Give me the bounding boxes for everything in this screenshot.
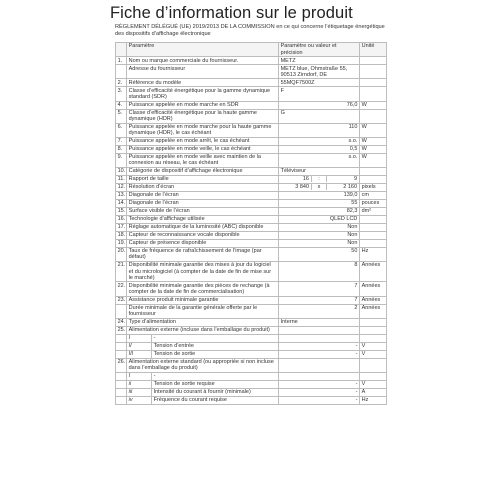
table-row xyxy=(116,262,387,282)
row-parameter: Technologie d’affichage utilisée xyxy=(127,215,279,223)
row-number xyxy=(116,372,127,380)
row-parameter: Catégorie de dispositif d’affichage électronique xyxy=(127,168,279,176)
row-number: 23. xyxy=(116,296,127,304)
table-body xyxy=(116,57,387,405)
row-number: 17. xyxy=(116,223,127,231)
row-number xyxy=(116,304,127,318)
row-value: 0,5 xyxy=(279,145,360,153)
row-number: 19. xyxy=(116,239,127,247)
row-parameter: Puissance appelée en mode veille avec maintien de la connexion au réseau, le cas échéant xyxy=(127,153,279,167)
row-number xyxy=(116,334,127,342)
row-unit: Années xyxy=(360,282,387,296)
table-row xyxy=(116,199,387,207)
row-number xyxy=(116,342,127,350)
value-separator: : xyxy=(311,176,327,182)
row-number: 11. xyxy=(116,176,127,184)
row-number: 4. xyxy=(116,101,127,109)
value-part-a: 16 xyxy=(302,176,309,183)
row-value: 7 xyxy=(279,282,360,296)
row-parameter: Surface visible de l’écran xyxy=(127,207,279,215)
row-value xyxy=(279,326,360,334)
row-unit xyxy=(360,372,387,380)
table-row xyxy=(116,109,387,123)
row-parameter: Alimentation externe (incluse dans l’emballage du produit) xyxy=(127,326,279,334)
row-unit xyxy=(360,326,387,334)
row-unit xyxy=(360,79,387,87)
row-parameter: Puissance appelée en mode marche pour la haute gamme dynamique (HDR), le cas échéant xyxy=(127,123,279,137)
row-unit: V xyxy=(360,342,387,350)
table-row xyxy=(116,304,387,318)
row-parameter: Puissance appelée en mode arrêt, le cas échéant xyxy=(127,137,279,145)
row-parameter xyxy=(127,334,279,342)
row-unit xyxy=(360,239,387,247)
row-number: 14. xyxy=(116,199,127,207)
table-row xyxy=(116,137,387,145)
row-value: 55MQF7500Z xyxy=(279,79,360,87)
row-number: 3. xyxy=(116,87,127,101)
sub-item-index: iv xyxy=(127,397,152,404)
row-value: - xyxy=(279,350,360,358)
row-parameter: Nom ou marque commerciale du fournisseur. xyxy=(127,57,279,65)
page-title: Fiche d’information sur le produit xyxy=(110,4,353,22)
row-unit: W xyxy=(360,123,387,137)
row-value xyxy=(279,358,360,372)
table-row xyxy=(116,215,387,223)
row-unit: W xyxy=(360,101,387,109)
header-number xyxy=(116,43,127,57)
row-value: METZ blue, Ohmstraße 55, 90513 Zirndorf, DE xyxy=(279,65,360,79)
row-parameter: Disponibilité minimale garantie des mises à jour du logiciel et du micrologiciel (à compter de la date de fin de mise sur le marché) xyxy=(127,262,279,282)
row-value: 110 xyxy=(279,123,360,137)
row-number xyxy=(116,65,127,79)
row-unit xyxy=(360,318,387,326)
table-row xyxy=(116,388,387,396)
row-parameter: Capteur de reconnaissance vocale disponible xyxy=(127,231,279,239)
sub-item-label: - xyxy=(153,373,156,380)
row-value: 2 xyxy=(279,304,360,318)
table-row xyxy=(116,57,387,65)
row-parameter: Réglage automatique de la luminosité (ABC) disponible xyxy=(127,223,279,231)
row-parameter: Capteur de présence disponible xyxy=(127,239,279,247)
table-row xyxy=(116,326,387,334)
row-value: s.o. xyxy=(279,137,360,145)
row-number: 1. xyxy=(116,57,127,65)
table-row xyxy=(116,101,387,109)
row-number: 22. xyxy=(116,282,127,296)
row-parameter: Taux de fréquence de rafraîchissement de l’image (par défaut) xyxy=(127,247,279,261)
table-row xyxy=(116,318,387,326)
sub-item-label: Tension d’entrée xyxy=(153,343,194,350)
row-unit: A xyxy=(360,388,387,396)
product-data-table xyxy=(115,42,387,405)
row-value: 55 xyxy=(279,199,360,207)
row-number xyxy=(116,350,127,358)
sub-item-label: Tension de sortie requise xyxy=(153,381,215,388)
row-parameter xyxy=(127,372,279,380)
row-value: 7 xyxy=(279,296,360,304)
table-row xyxy=(116,145,387,153)
row-value: 76,0 xyxy=(279,101,360,109)
row-unit: pixels xyxy=(360,184,387,192)
row-number: 7. xyxy=(116,137,127,145)
row-parameter: Adresse du fournisseur xyxy=(127,65,279,79)
row-unit xyxy=(360,215,387,223)
row-number: 2. xyxy=(116,79,127,87)
row-value: - xyxy=(279,342,360,350)
row-parameter: Alimentation externe standard (ou appropriée si non incluse dans l’emballage du produit) xyxy=(127,358,279,372)
row-unit xyxy=(360,57,387,65)
row-value: 82,3 xyxy=(279,207,360,215)
row-unit: pouces xyxy=(360,199,387,207)
row-value: s.o. xyxy=(279,153,360,167)
row-number: 20. xyxy=(116,247,127,261)
value-part-b: 9 xyxy=(353,176,357,183)
row-unit: Années xyxy=(360,296,387,304)
row-number: 8. xyxy=(116,145,127,153)
header-unit: Unité xyxy=(360,43,387,57)
table-row xyxy=(116,153,387,167)
row-value xyxy=(279,372,360,380)
row-parameter: Disponibilité minimale garantie des pièces de rechange (à compter de la date de fin de commercialisation) xyxy=(127,282,279,296)
table-row xyxy=(116,342,387,350)
row-unit xyxy=(360,358,387,372)
row-value: 139,0 xyxy=(279,192,360,200)
row-unit: W xyxy=(360,145,387,153)
row-number: 21. xyxy=(116,262,127,282)
row-unit: W xyxy=(360,137,387,145)
row-unit xyxy=(360,231,387,239)
table-row xyxy=(116,184,387,192)
row-parameter: Classe d’efficacité énergétique pour la gamme dynamique standard (SDR) xyxy=(127,87,279,101)
row-unit: Hz xyxy=(360,396,387,404)
row-number xyxy=(116,396,127,404)
row-unit xyxy=(360,223,387,231)
row-number: 26. xyxy=(116,358,127,372)
row-value: 50 xyxy=(279,247,360,261)
row-value: Non xyxy=(279,231,360,239)
header-parameter: Paramètre xyxy=(127,43,279,57)
table-row xyxy=(116,380,387,388)
row-number: 18. xyxy=(116,231,127,239)
row-number: 10. xyxy=(116,168,127,176)
row-parameter: Rapport de taille xyxy=(127,176,279,184)
table-row xyxy=(116,207,387,215)
table-row xyxy=(116,231,387,239)
value-separator: x xyxy=(311,184,327,190)
row-parameter xyxy=(127,396,279,404)
row-parameter: Résolution d’écran xyxy=(127,184,279,192)
row-value: QLED LCD xyxy=(279,215,360,223)
row-parameter: Diagonale de l’écran xyxy=(127,192,279,200)
row-value: 8 xyxy=(279,262,360,282)
row-unit: V xyxy=(360,380,387,388)
sub-item-label: Intensité du courant à fournir (minimale) xyxy=(153,389,251,396)
row-parameter: Assistance produit minimale garantie xyxy=(127,296,279,304)
sub-item-index: II xyxy=(127,343,152,350)
row-number: 6. xyxy=(116,123,127,137)
sub-item-index: III xyxy=(127,351,152,358)
row-parameter xyxy=(127,350,279,358)
table-row xyxy=(116,358,387,372)
table-row xyxy=(116,65,387,79)
row-value: - xyxy=(279,380,360,388)
row-value: - xyxy=(279,388,360,396)
row-value: F xyxy=(279,87,360,101)
table-row xyxy=(116,239,387,247)
row-number: 5. xyxy=(116,109,127,123)
row-parameter: Type d’alimentation xyxy=(127,318,279,326)
row-parameter: Durée minimale de la garantie générale offerte par le fournisseur xyxy=(127,304,279,318)
sub-item-index: I xyxy=(127,335,152,342)
row-unit xyxy=(360,65,387,79)
row-number xyxy=(116,380,127,388)
row-number: 13. xyxy=(116,192,127,200)
table-row xyxy=(116,123,387,137)
row-number: 9. xyxy=(116,153,127,167)
row-unit: V xyxy=(360,350,387,358)
row-parameter xyxy=(127,380,279,388)
sub-item-label: Fréquence du courant requise xyxy=(153,397,227,404)
row-value: Non xyxy=(279,239,360,247)
row-unit xyxy=(360,109,387,123)
table-row xyxy=(116,168,387,176)
table-row xyxy=(116,192,387,200)
row-number: 12. xyxy=(116,184,127,192)
value-part-a: 3 840 xyxy=(295,184,309,191)
row-number: 15. xyxy=(116,207,127,215)
row-value: Interne xyxy=(279,318,360,326)
value-part-b: 2 160 xyxy=(343,184,357,191)
header-value: Paramètre ou valeur et précision xyxy=(279,43,360,57)
table-row xyxy=(116,350,387,358)
row-parameter: Classe d’efficacité énergétique pour la haute gamme dynamique (HDR) xyxy=(127,109,279,123)
table-header-row xyxy=(116,43,387,57)
row-number: 24. xyxy=(116,318,127,326)
table-row xyxy=(116,372,387,380)
table-row xyxy=(116,79,387,87)
row-value: G xyxy=(279,109,360,123)
row-unit: Hz xyxy=(360,247,387,261)
regulation-subtitle: RÈGLEMENT DÉLÉGUÉ (UE) 2019/2013 DE LA COMMISSION en ce qui concerne l’étiquetage énergétique des dispositifs d’affichage électronique xyxy=(115,24,385,38)
table-row xyxy=(116,247,387,261)
row-unit xyxy=(360,168,387,176)
row-parameter xyxy=(127,342,279,350)
sub-item-index: iii xyxy=(127,389,152,396)
sub-item-label: Tension de sortie xyxy=(153,351,196,358)
row-parameter: Puissance appelée en mode marche en SDR xyxy=(127,101,279,109)
row-unit: Années xyxy=(360,262,387,282)
row-value-split xyxy=(279,184,360,192)
row-value: METZ xyxy=(279,57,360,65)
table-row xyxy=(116,282,387,296)
row-value: - xyxy=(279,396,360,404)
row-unit xyxy=(360,176,387,184)
sub-item-label: - xyxy=(153,335,156,342)
row-unit: dm² xyxy=(360,207,387,215)
row-value: Non xyxy=(279,223,360,231)
row-unit: W xyxy=(360,153,387,167)
table-row xyxy=(116,87,387,101)
row-parameter xyxy=(127,388,279,396)
row-parameter: Référence du modèle xyxy=(127,79,279,87)
row-parameter: Puissance appelée en mode veille, le cas échéant xyxy=(127,145,279,153)
row-unit: Années xyxy=(360,304,387,318)
table-row xyxy=(116,334,387,342)
sub-item-index: I xyxy=(127,373,152,380)
row-number xyxy=(116,388,127,396)
row-unit xyxy=(360,334,387,342)
row-parameter: Diagonale de l’écran xyxy=(127,199,279,207)
row-number: 16. xyxy=(116,215,127,223)
row-value xyxy=(279,334,360,342)
table-row xyxy=(116,396,387,404)
sub-item-index: ii xyxy=(127,381,152,388)
row-number: 25. xyxy=(116,326,127,334)
row-value-split xyxy=(279,176,360,184)
table-row xyxy=(116,176,387,184)
row-unit xyxy=(360,87,387,101)
table-row xyxy=(116,223,387,231)
table-row xyxy=(116,296,387,304)
row-value: Téléviseur xyxy=(279,168,360,176)
row-unit: cm xyxy=(360,192,387,200)
